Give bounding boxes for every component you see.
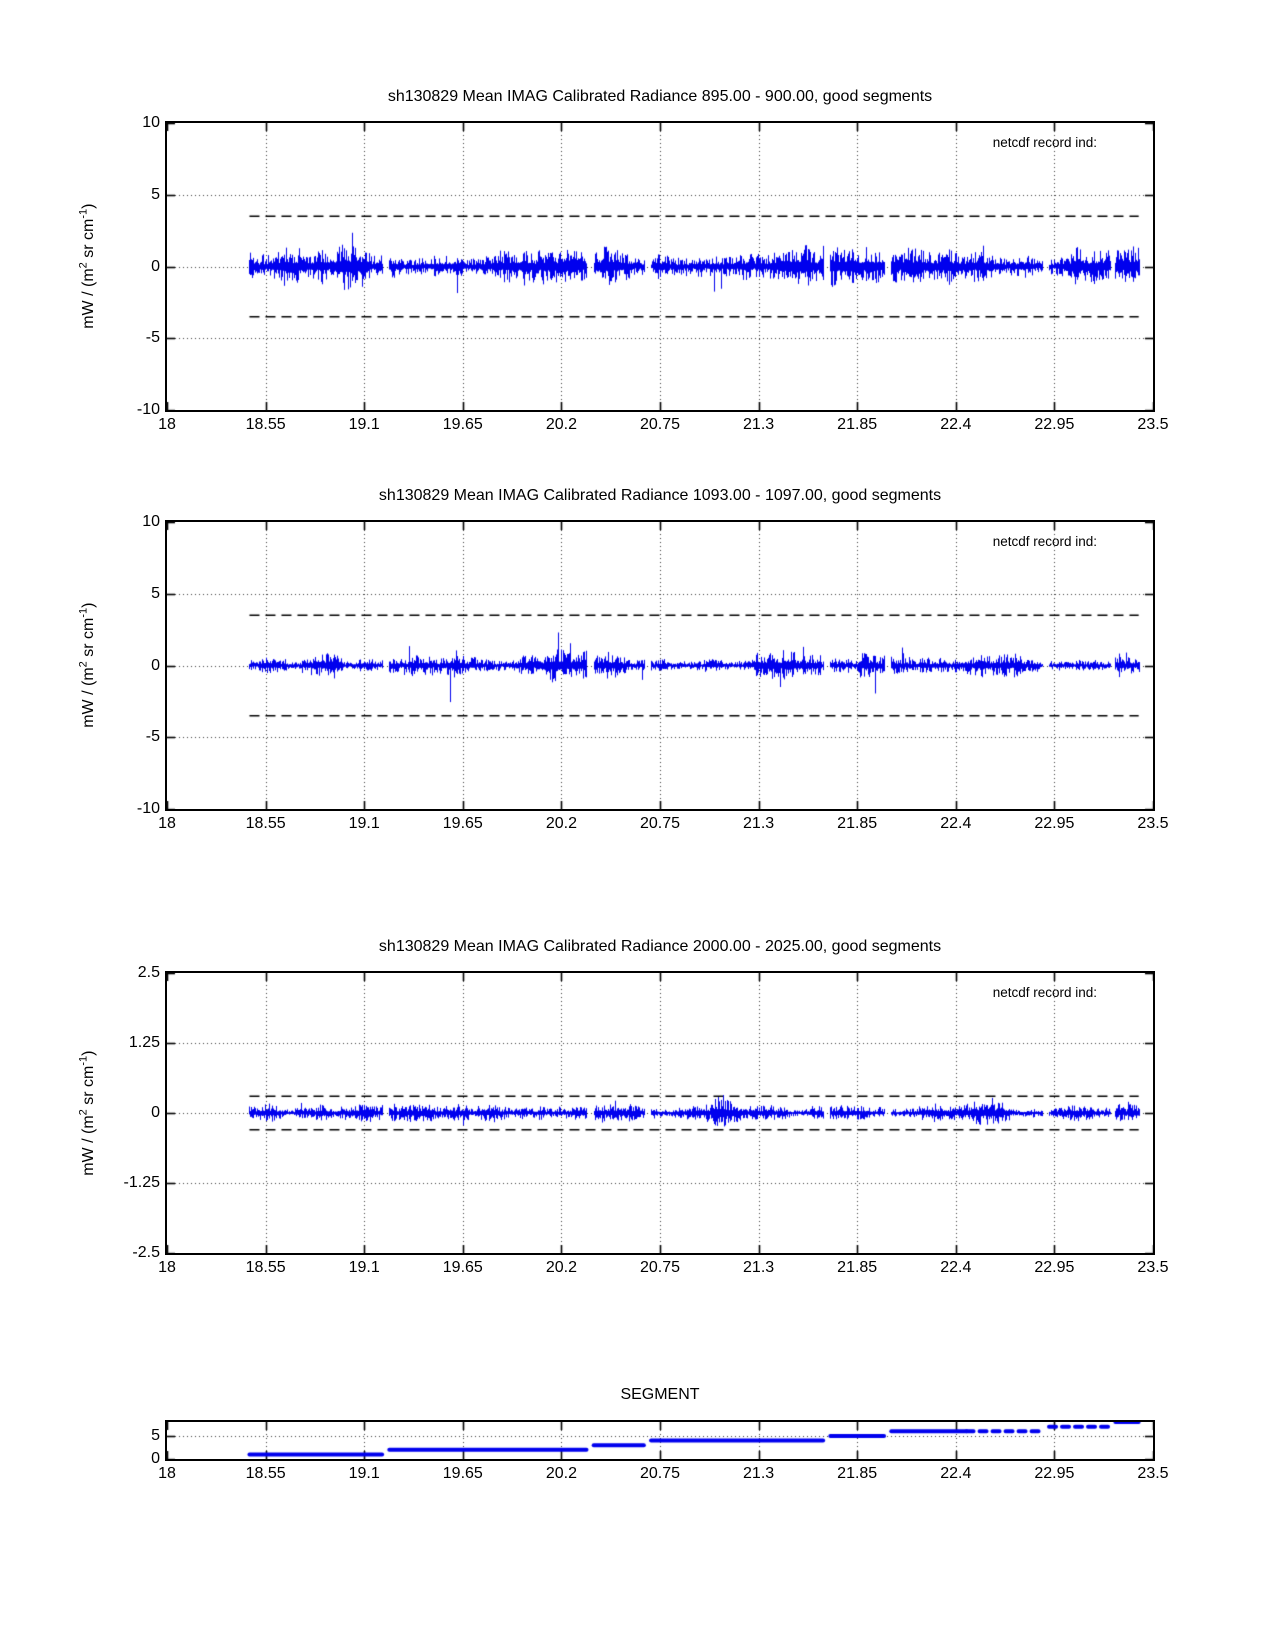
x-tick-label: 22.95 xyxy=(1034,1259,1075,1276)
x-tick-label: 23.5 xyxy=(1137,1465,1169,1482)
y-tick-label: -5 xyxy=(145,329,160,347)
ylabel-sup: 2 xyxy=(77,262,90,269)
x-tick-label: 19.65 xyxy=(442,815,483,832)
x-tick-label: 23.5 xyxy=(1137,815,1169,832)
y-tick-label: 10 xyxy=(142,513,160,530)
x-tick-label: 19.1 xyxy=(348,416,380,433)
y-tick-label: 10 xyxy=(142,114,160,131)
y-tick-label: 0 xyxy=(151,1450,160,1467)
x-tick-label: 21.3 xyxy=(743,1465,775,1482)
x-tick-label: 19.1 xyxy=(348,1465,380,1482)
ylabel-sup: -1 xyxy=(77,209,90,219)
y-tick-label: -10 xyxy=(136,800,160,817)
plot3-title: sh130829 Mean IMAG Calibrated Radiance 2000.00 - 2025.00, good segments xyxy=(378,938,942,955)
plot1-canvas xyxy=(167,123,1153,410)
y-tick-label: 1.25 xyxy=(128,1034,160,1051)
x-tick-label: 22.95 xyxy=(1034,815,1075,832)
x-tick-label: 23.5 xyxy=(1137,416,1169,433)
ylabel-sup: 2 xyxy=(77,661,90,668)
x-tick-label: 21.85 xyxy=(837,1465,878,1482)
plot2-area xyxy=(165,520,1155,811)
y-tick-label: -5 xyxy=(145,728,160,746)
x-tick-label: 20.2 xyxy=(545,416,577,433)
ylabel-text: sr cm xyxy=(80,219,98,263)
y-tick-label: 2.5 xyxy=(137,964,160,981)
plot3-x-tick-labels xyxy=(158,1259,1169,1279)
x-tick-label: 21.3 xyxy=(743,416,775,433)
x-tick-label: 18 xyxy=(158,1465,176,1482)
plot3-y-tick-labels xyxy=(88,964,160,1261)
plot1-x-tick-labels xyxy=(158,416,1169,436)
x-tick-label: 20.2 xyxy=(545,1465,577,1482)
x-tick-label: 19.65 xyxy=(442,1465,483,1482)
plot2-x-tick-labels xyxy=(158,815,1169,835)
x-tick-label: 20.75 xyxy=(639,416,681,433)
plot1-area xyxy=(165,121,1155,412)
ylabel-text: ) xyxy=(80,1050,98,1056)
x-tick-label: 20.2 xyxy=(545,1259,577,1276)
ylabel-sup: 2 xyxy=(77,1109,90,1116)
y-tick-label: 0 xyxy=(151,257,160,275)
y-tick-label: -1.25 xyxy=(123,1174,160,1191)
x-tick-label: 19.1 xyxy=(348,1259,380,1276)
x-tick-label: 21.3 xyxy=(743,1259,775,1276)
plot2-canvas xyxy=(167,522,1153,809)
ylabel-text: ) xyxy=(80,203,98,210)
y-tick-label: -2.5 xyxy=(132,1244,160,1261)
plot1-annotation: netcdf record ind: xyxy=(992,135,1097,150)
plot2-y-tick-labels xyxy=(88,513,160,817)
x-tick-label: 21.85 xyxy=(837,1259,878,1276)
plot3-canvas xyxy=(167,973,1153,1253)
x-tick-label: 23.5 xyxy=(1137,1259,1169,1276)
segment-y-tick-labels xyxy=(88,1422,160,1467)
ylabel-text: sr cm xyxy=(80,1065,98,1110)
x-tick-label: 22.4 xyxy=(940,1259,972,1276)
segment-title: SEGMENT xyxy=(620,1386,700,1403)
ylabel-text: mW / (m xyxy=(80,1115,98,1176)
x-tick-label: 18.55 xyxy=(245,416,286,433)
x-tick-label: 22.4 xyxy=(940,1465,972,1482)
x-tick-label: 20.2 xyxy=(545,815,577,832)
x-tick-label: 22.4 xyxy=(940,815,972,832)
plot3-area xyxy=(165,971,1155,1255)
x-tick-label: 21.85 xyxy=(837,815,878,832)
x-tick-label: 20.75 xyxy=(639,1465,681,1482)
x-tick-label: 19.1 xyxy=(348,815,380,832)
segment-area xyxy=(165,1420,1155,1461)
y-tick-label: 0 xyxy=(151,656,160,674)
x-tick-label: 19.65 xyxy=(442,1259,483,1276)
x-tick-label: 20.75 xyxy=(639,815,681,832)
plot1-title: sh130829 Mean IMAG Calibrated Radiance 895.00 - 900.00, good segments xyxy=(387,88,933,105)
plot3-annotation: netcdf record ind: xyxy=(992,985,1097,1000)
x-tick-label: 18 xyxy=(158,1259,176,1276)
y-tick-label: -10 xyxy=(136,401,160,418)
plot1-y-tick-labels xyxy=(88,114,160,418)
x-tick-label: 22.95 xyxy=(1034,1465,1075,1482)
ylabel-text: ) xyxy=(80,602,98,609)
segment-canvas xyxy=(167,1422,1153,1459)
ylabel-text: mW / (m xyxy=(80,268,98,330)
x-tick-label: 18 xyxy=(158,815,176,832)
y-tick-label: 0 xyxy=(151,1104,160,1121)
y-tick-label: 5 xyxy=(151,185,160,203)
x-tick-label: 22.95 xyxy=(1034,416,1075,433)
ylabel-text: sr cm xyxy=(80,618,98,662)
segment-x-tick-labels xyxy=(158,1465,1169,1485)
x-tick-label: 18.55 xyxy=(245,815,286,832)
y-tick-label: 5 xyxy=(151,584,160,602)
x-tick-label: 21.85 xyxy=(837,416,878,433)
x-tick-label: 22.4 xyxy=(940,416,972,433)
ylabel-sup: -1 xyxy=(77,608,90,618)
ylabel-sup: -1 xyxy=(77,1055,90,1066)
x-tick-label: 21.3 xyxy=(743,815,775,832)
plot2-annotation: netcdf record ind: xyxy=(992,534,1097,549)
x-tick-label: 18 xyxy=(158,416,176,433)
y-tick-label: 5 xyxy=(151,1426,160,1444)
x-tick-label: 20.75 xyxy=(639,1259,681,1276)
ylabel-text: mW / (m xyxy=(80,667,98,729)
x-tick-label: 19.65 xyxy=(442,416,483,433)
plot2-title: sh130829 Mean IMAG Calibrated Radiance 1093.00 - 1097.00, good segments xyxy=(378,487,942,504)
x-tick-label: 18.55 xyxy=(245,1465,286,1482)
x-tick-label: 18.55 xyxy=(245,1259,286,1276)
